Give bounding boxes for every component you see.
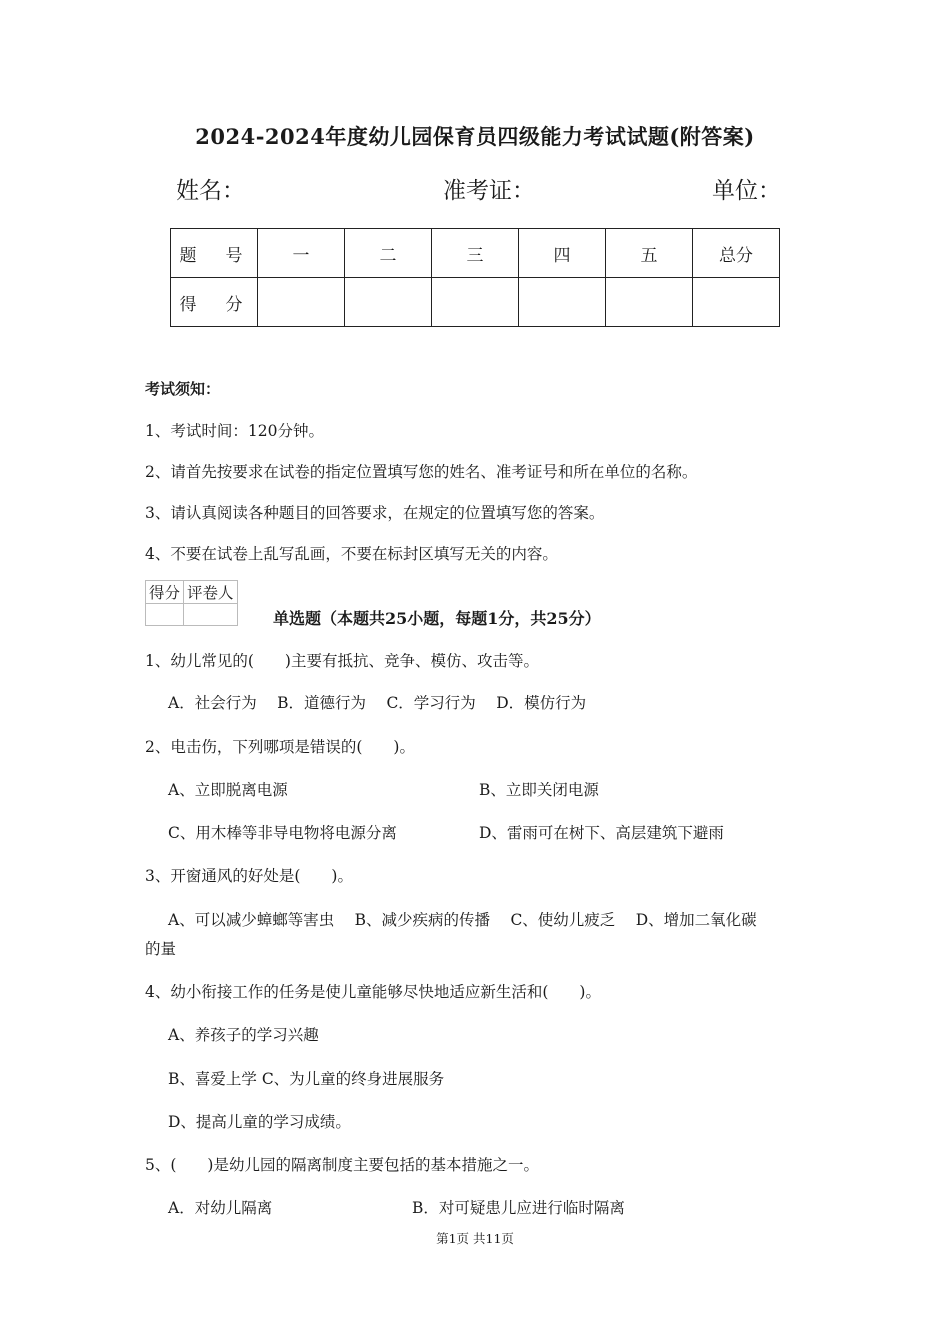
name-label: 姓名：	[176, 178, 245, 204]
score-table-header-row	[171, 229, 780, 278]
score-header-cell: 二	[345, 229, 432, 278]
notice-item: 2、请首先按要求在试卷的指定位置填写您的姓名、准考证号和所在单位的名称。	[145, 463, 698, 481]
question-option: A、立即脱离电源	[168, 781, 288, 799]
grader-score-cell[interactable]	[146, 604, 184, 626]
question-stem: 3、开窗通风的好处是( )。	[145, 867, 353, 885]
exam-id-label: 准考证：	[443, 178, 535, 204]
notice-item: 4、不要在试卷上乱写乱画，不要在标封区填写无关的内容。	[145, 545, 558, 563]
question-options: A．社会行为 B．道德行为 C．学习行为 D．模仿行为	[168, 694, 587, 712]
score-header-cell: 五	[606, 229, 693, 278]
question-stem: 4、幼小衔接工作的任务是使儿童能够尽快地适应新生活和( )。	[145, 983, 601, 1001]
question-stem: 5、( )是幼儿园的隔离制度主要包括的基本措施之一。	[145, 1156, 539, 1174]
score-cell[interactable]	[432, 278, 519, 327]
question-option: D、雷雨可在树下、高层建筑下避雨	[479, 824, 724, 842]
grader-box	[145, 580, 238, 626]
unit-label: 单位：	[712, 178, 781, 204]
score-table-score-row	[171, 278, 780, 327]
notice-item: 1、考试时间：120分钟。	[145, 422, 324, 440]
notice-item: 3、请认真阅读各种题目的回答要求，在规定的位置填写您的答案。	[145, 504, 605, 522]
score-header-cell: 三	[432, 229, 519, 278]
page-title: 2024-2024年度幼儿园保育员四级能力考试试题(附答案)	[195, 124, 755, 149]
score-header-cell: 题 号	[171, 229, 258, 278]
section-title: 单选题（本题共25小题，每题1分，共25分）	[273, 609, 601, 628]
score-row-label: 得 分	[171, 278, 258, 327]
question-option: D、提高儿童的学习成绩。	[168, 1113, 351, 1131]
grader-name-cell[interactable]	[184, 604, 238, 626]
score-header-cell: 一	[258, 229, 345, 278]
question-option: A．对幼儿隔离	[168, 1199, 273, 1217]
score-cell[interactable]	[345, 278, 432, 327]
score-cell[interactable]	[258, 278, 345, 327]
score-header-cell: 四	[519, 229, 606, 278]
question-option: B．对可疑患儿应进行临时隔离	[412, 1199, 625, 1217]
score-table	[170, 228, 780, 327]
question-option: B、立即关闭电源	[479, 781, 599, 799]
page-footer: 第1页 共11页	[436, 1231, 514, 1246]
score-cell[interactable]	[606, 278, 693, 327]
grader-name-label: 评卷人	[184, 581, 238, 604]
question-options: A、可以减少蟑螂等害虫 B、减少疾病的传播 C、使幼儿疲乏 D、增加二氧化碳	[168, 911, 757, 929]
score-cell[interactable]	[519, 278, 606, 327]
question-option: C、用木棒等非导电物将电源分离	[168, 824, 397, 842]
grader-score-label: 得分	[146, 581, 184, 604]
question-options-continued: 的量	[145, 940, 177, 958]
question-stem: 2、电击伤，下列哪项是错误的( )。	[145, 738, 415, 756]
score-cell[interactable]	[693, 278, 780, 327]
question-option: B、喜爱上学 C、为儿童的终身进展服务	[168, 1070, 445, 1088]
question-stem: 1、幼儿常见的( )主要有抵抗、竞争、模仿、攻击等。	[145, 652, 539, 670]
question-option: A、养孩子的学习兴趣	[168, 1026, 319, 1044]
score-header-cell: 总分	[693, 229, 780, 278]
notice-heading: 考试须知：	[145, 380, 221, 398]
